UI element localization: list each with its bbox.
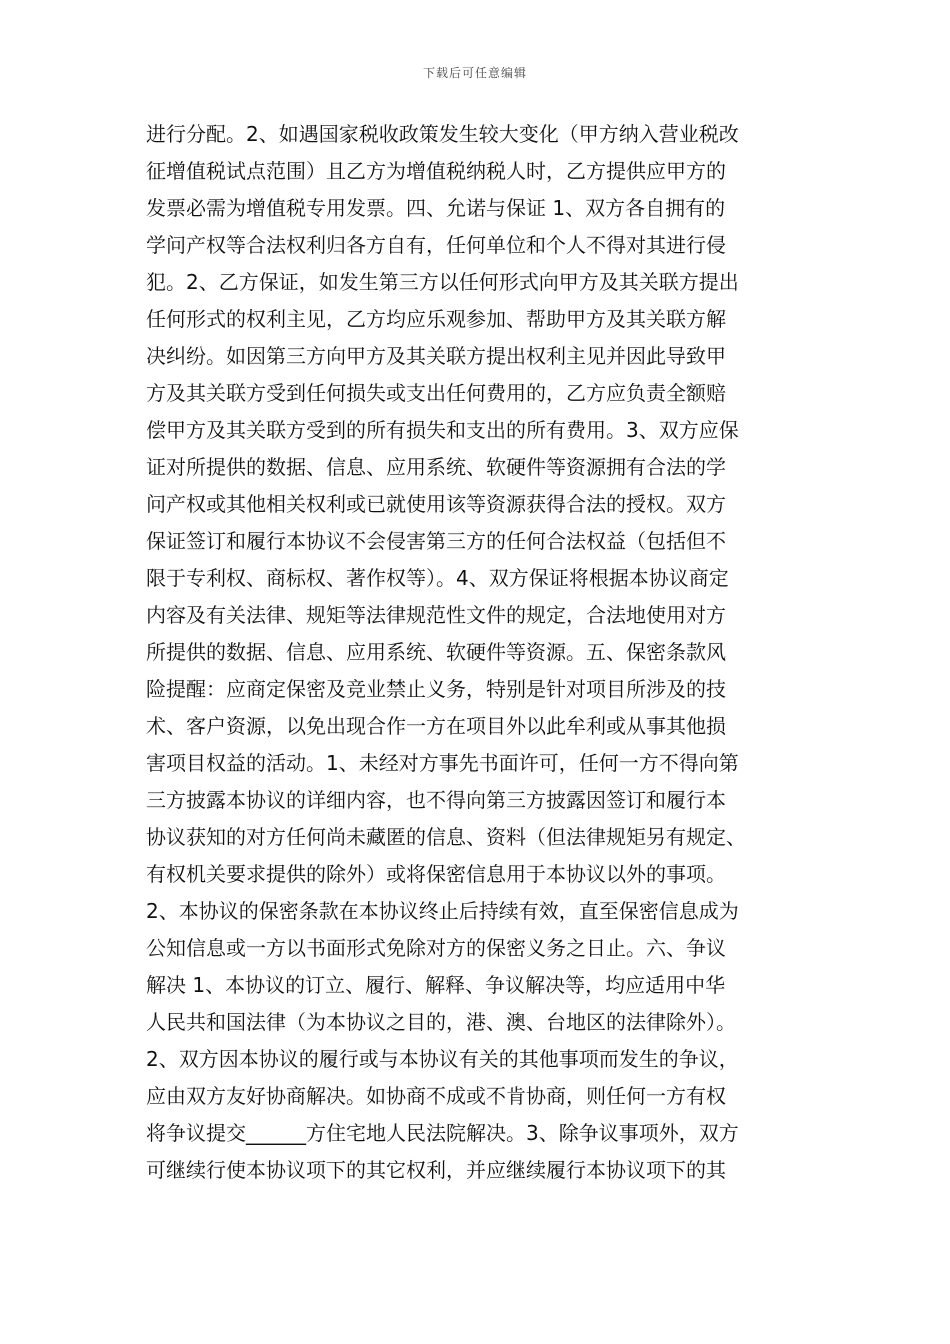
text-line: 方及其关联方受到任何损失或支出任何费用的，乙方应负责全额赔 xyxy=(146,381,726,405)
text-line: 征增值税试点范围）且乙方为增值税纳税人时，乙方提供应甲方的 xyxy=(146,159,726,183)
text-line: 害项目权益的活动。1、未经对方事先书面许可，任何一方不得向第 xyxy=(146,751,739,775)
text-line: 2、双方因本协议的履行或与本协议有关的其他事项而发生的争议， xyxy=(146,1047,739,1071)
text-line: 内容及有关法律、规矩等法律规范性文件的规定，合法地使用对方 xyxy=(146,603,726,627)
text-line: 进行分配。2、如遇国家税收政策发生较大变化（甲方纳入营业税改 xyxy=(146,122,739,146)
text-line: 险提醒：应商定保密及竞业禁止义务，特别是针对项目所涉及的技 xyxy=(146,677,726,701)
text-line: 三方披露本协议的详细内容，也不得向第三方披露因签订和履行本 xyxy=(146,788,726,812)
text-line: 任何形式的权利主见，乙方均应乐观参加、帮助甲方及其关联方解 xyxy=(146,307,726,331)
text-line: 术、客户资源，以免出现合作一方在项目外以此牟利或从事其他损 xyxy=(146,714,726,738)
text-line: 发票必需为增值税专用发票。四、允诺与保证 1、双方各自拥有的 xyxy=(146,196,726,220)
text-line: 人民共和国法律（为本协议之目的，港、澳、台地区的法律除外）。 xyxy=(146,1010,736,1034)
text-line: 2、本协议的保密条款在本协议终止后持续有效，直至保密信息成为 xyxy=(146,899,739,923)
text-line: 偿甲方及其关联方受到的所有损失和支出的所有费用。3、双方应保 xyxy=(146,418,739,442)
page-header: 下载后可任意编辑 xyxy=(422,66,527,80)
text-line: 应由双方友好协商解决。如协商不成或不肯协商，则任何一方有权 xyxy=(146,1084,726,1108)
text-line: 限于专利权、商标权、著作权等）。4、双方保证将根据本协议商定 xyxy=(146,566,729,590)
document-body xyxy=(146,116,826,1189)
text-line: 问产权或其他相关权利或已就使用该等资源获得合法的授权。双方 xyxy=(146,492,726,516)
text-line: 协议获知的对方任何尚未藏匿的信息、资料（但法律规矩另有规定、 xyxy=(146,825,746,849)
text-line: 学问产权等合法权利归各方自有，任何单位和个人不得对其进行侵 xyxy=(146,233,726,257)
text-line: 有权机关要求提供的除外）或将保密信息用于本协议以外的事项。 xyxy=(146,862,726,886)
text-line: 所提供的数据、信息、应用系统、软硬件等资源。五、保密条款风 xyxy=(146,640,726,664)
text-line: 可继续行使本协议项下的其它权利，并应继续履行本协议项下的其 xyxy=(146,1158,726,1182)
text-line: 证对所提供的数据、信息、应用系统、软硬件等资源拥有合法的学 xyxy=(146,455,726,479)
text-line: 保证签订和履行本协议不会侵害第三方的任何合法权益（包括但不 xyxy=(146,529,726,553)
text-line: 解决 1、本协议的订立、履行、解释、争议解决等，均应适用中华 xyxy=(146,973,726,997)
text-line: 决纠纷。如因第三方向甲方及其关联方提出权利主见并因此导致甲 xyxy=(146,344,726,368)
text-line: 将争议提交______方住宅地人民法院解决。3、除争议事项外，双方 xyxy=(146,1121,739,1145)
text-line: 公知信息或一方以书面形式免除对方的保密义务之日止。六、争议 xyxy=(146,936,726,960)
text-line: 犯。2、乙方保证，如发生第三方以任何形式向甲方及其关联方提出 xyxy=(146,270,739,294)
